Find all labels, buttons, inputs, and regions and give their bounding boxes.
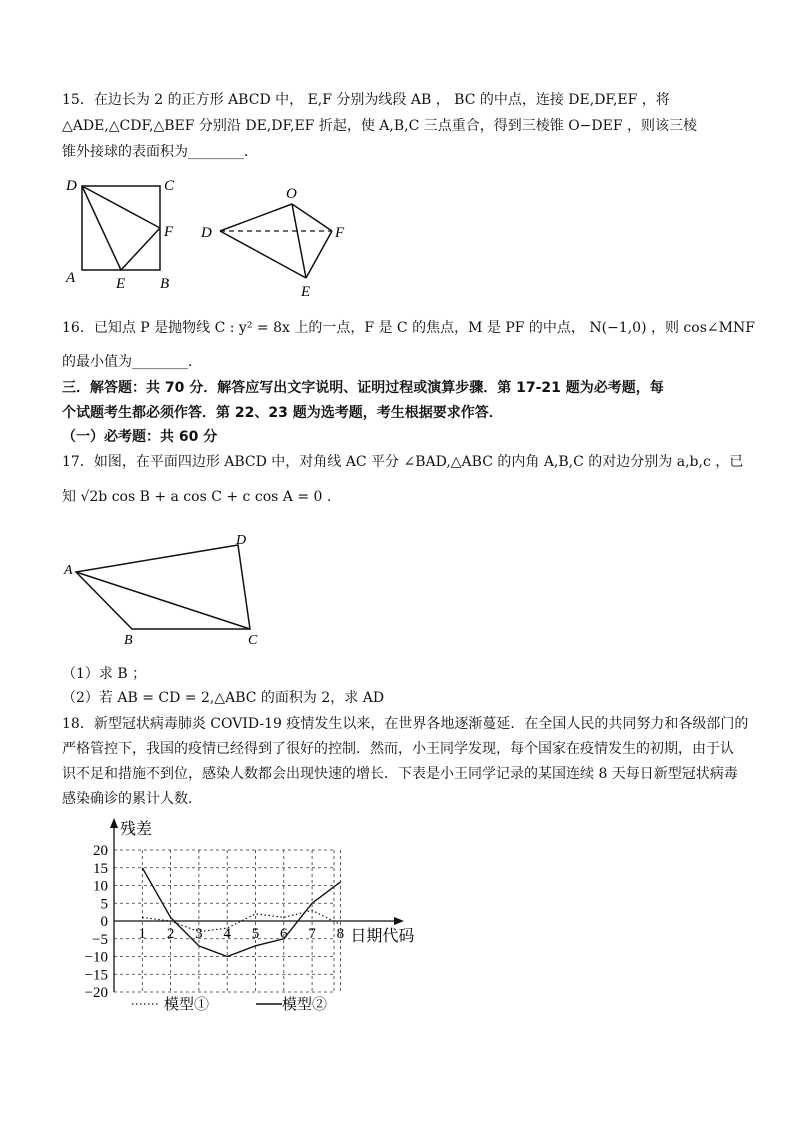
x-axis-arrow	[394, 917, 404, 925]
y-tick-label: 10	[93, 878, 108, 895]
label-a: A	[66, 270, 76, 286]
q15-line-2: △ADE,△CDF,△BEF 分别沿 DE,DF,EF 折起，使 A,B,C 三点重合，得到三棱锥 O−DEF ，则该三棱	[62, 118, 698, 134]
label-d2: D	[201, 225, 212, 241]
label-d17: D	[236, 533, 247, 548]
y-axis-label: 残差	[120, 821, 153, 838]
y-tick-label: 0	[100, 914, 108, 930]
q18-line-2: 严格管控下，我国的疫情已经得到了很好的控制．然而，小王同学发现，每个国家在疫情发生的初期，由于认	[62, 741, 734, 757]
x-tick-label: 2	[166, 926, 175, 942]
label-e: E	[116, 276, 126, 292]
y-tick-label: −10	[84, 949, 108, 966]
edge-do	[220, 204, 292, 231]
label-o: O	[286, 186, 297, 202]
q18-line-3: 识不足和措施不到位，感染人数都会出现快速的增长．下表是小王同学记录的某国连续 8 天每日新型冠状病毒	[62, 766, 738, 782]
residual-chart	[60, 812, 420, 1022]
q17-line-1: 17．如图，在平面四边形 ABCD 中，对角线 AC 平分 ∠BAD,△ABC 的内角 A,B,C 的对边分别为 a,b,c ，已	[62, 454, 744, 470]
section3-line-2: 个试题考生都必须作答．第 22、23 题为选考题，考生根据要求作答．	[62, 405, 503, 421]
edge-fe	[306, 231, 332, 278]
segment-ef	[121, 228, 160, 270]
y-tick-label: 5	[100, 896, 108, 913]
x-tick-label: 4	[223, 926, 231, 942]
x-tick-label: 3	[195, 926, 203, 942]
x-tick-label: 8	[336, 926, 345, 942]
q18-line-1: 18．新型冠状病毒肺炎 COVID-19 疫情发生以来，在世界各地逐渐蔓延．在全国人民的共同努力和各级部门的	[62, 716, 749, 732]
label-b: B	[160, 276, 170, 292]
diagonal-ac	[76, 572, 250, 629]
quadrilateral-abcd	[76, 545, 250, 629]
q17-sub1: （1）求 B ；	[62, 666, 147, 682]
y-tick-label: −5	[92, 931, 108, 948]
legend-label-2: 模型②	[282, 997, 328, 1013]
q15-line-1: 15．在边长为 2 的正方形 ABCD 中， E,F 分别为线段 AB ， BC 的中点，连接 DE,DF,EF ，将	[62, 92, 670, 108]
segment-df	[82, 186, 160, 228]
y-tick-label: 20	[93, 843, 108, 859]
series-line-2	[142, 868, 340, 957]
y-tick-label: −20	[84, 985, 108, 1001]
y-tick-label: 15	[93, 860, 108, 877]
edge-oe	[292, 204, 306, 278]
square-abcd	[82, 186, 160, 270]
y-tick-label: −15	[84, 967, 108, 984]
q17-line-2: 知 √2b cos B + a cos C + c cos A = 0 .	[62, 489, 332, 505]
q15-figures	[60, 170, 360, 300]
label-c: C	[164, 178, 175, 194]
q15-line-3: 锥外接球的表面积为________．	[62, 144, 258, 160]
q16-line-1: 16．已知点 P 是抛物线 C : y² = 8x 上的一点，F 是 C 的焦点，M 是 PF 的中点， N(−1,0) ，则 cos∠MNF	[62, 320, 755, 336]
q16-line-2: 的最小值为________．	[62, 354, 202, 370]
label-a17: A	[64, 563, 73, 578]
segment-de	[82, 186, 121, 270]
q17-sub2: （2）若 AB = CD = 2,△ABC 的面积为 2，求 AD	[62, 690, 385, 706]
x-tick-label: 5	[251, 926, 260, 942]
legend-label-1: 模型①	[164, 997, 210, 1013]
label-e2: E	[301, 284, 311, 300]
section3-line-3: （一）必考题：共 60 分	[62, 429, 218, 445]
edge-de	[220, 231, 306, 278]
label-f: F	[164, 224, 174, 240]
section3-line-1: 三．解答题：共 70 分．解答应写出文字说明、证明过程或演算步骤．第 17-21 题为必考题，每	[62, 380, 664, 396]
q17-figure	[60, 528, 280, 648]
label-b17: B	[124, 633, 133, 648]
x-axis-label: 日期代码	[350, 928, 415, 945]
q18-line-4: 感染确诊的累计人数．	[62, 791, 202, 807]
x-tick-label: 7	[308, 926, 316, 942]
label-f2: F	[335, 225, 345, 241]
label-c17: C	[248, 633, 258, 648]
y-axis-arrow	[110, 818, 118, 828]
edge-of	[292, 204, 332, 231]
x-tick-label: 1	[138, 926, 147, 942]
x-tick-label: 6	[280, 926, 288, 942]
label-d: D	[66, 178, 77, 194]
